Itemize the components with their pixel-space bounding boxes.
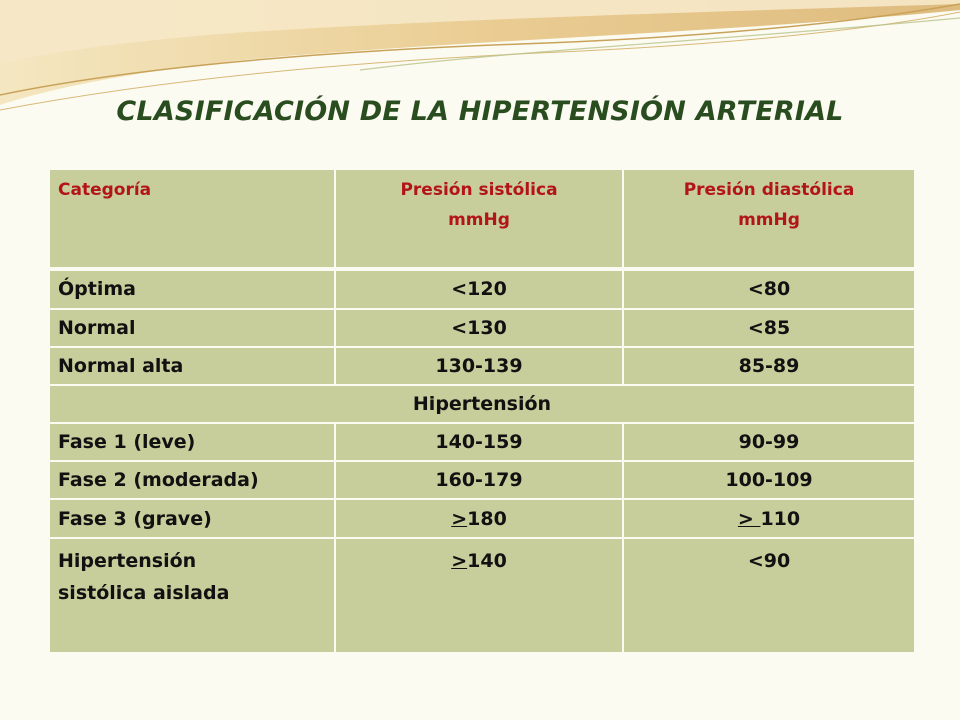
diastolic-cell: <80 [623,269,915,309]
slide-title: CLASIFICACIÓN DE LA HIPERTENSIÓN ARTERIAL [116,96,844,127]
systolic-value: 140 [467,549,507,572]
category-cell: Fase 2 (moderada) [49,461,335,499]
diastolic-cell: 100-109 [623,461,915,499]
header-diastolic-label: Presión diastólica [683,180,855,200]
header-diastolic [623,169,915,269]
category-cell: Fase 1 (leve) [49,423,335,461]
header-systolic-label: Presión sistólica [400,180,558,200]
hypertension-classification-table [48,168,916,654]
systolic-cell: <120 [335,269,623,309]
diastolic-cell: 90-99 [623,423,915,461]
systolic-mark: > [451,507,468,530]
diastolic-value: 110 [760,507,801,530]
table-header-row [49,169,915,269]
systolic-cell [335,499,623,537]
category-cell: Óptima [49,269,335,309]
table-row [49,347,915,385]
category-cell: Normal [49,309,335,347]
table-row [49,461,915,499]
section-row-hypertension [49,385,915,423]
diastolic-cell [623,499,915,537]
header-category-label: Categoría [58,180,152,200]
table-row [49,499,915,537]
category-line-1: Hipertensión [58,549,197,572]
category-cell [49,538,335,653]
diastolic-cell: 85-89 [623,347,915,385]
category-line-2: sistólica aislada [58,581,230,604]
table-row [49,538,915,653]
header-systolic-unit: mmHg [448,209,510,230]
diastolic-mark: > [737,507,761,530]
diastolic-cell: <85 [623,309,915,347]
systolic-cell: 140-159 [335,423,623,461]
table-row [49,269,915,309]
systolic-cell [335,538,623,653]
table-row [49,423,915,461]
systolic-value: 180 [467,507,507,530]
systolic-cell: 160-179 [335,461,623,499]
header-category [49,169,335,269]
header-diastolic-unit: mmHg [738,209,800,230]
diastolic-cell: <90 [623,538,915,653]
category-cell: Fase 3 (grave) [49,499,335,537]
systolic-cell: 130-139 [335,347,623,385]
systolic-mark: > [451,549,468,572]
header-systolic [335,169,623,269]
systolic-cell: <130 [335,309,623,347]
category-cell: Normal alta [49,347,335,385]
section-label: Hipertensión [49,385,915,423]
table-row [49,309,915,347]
